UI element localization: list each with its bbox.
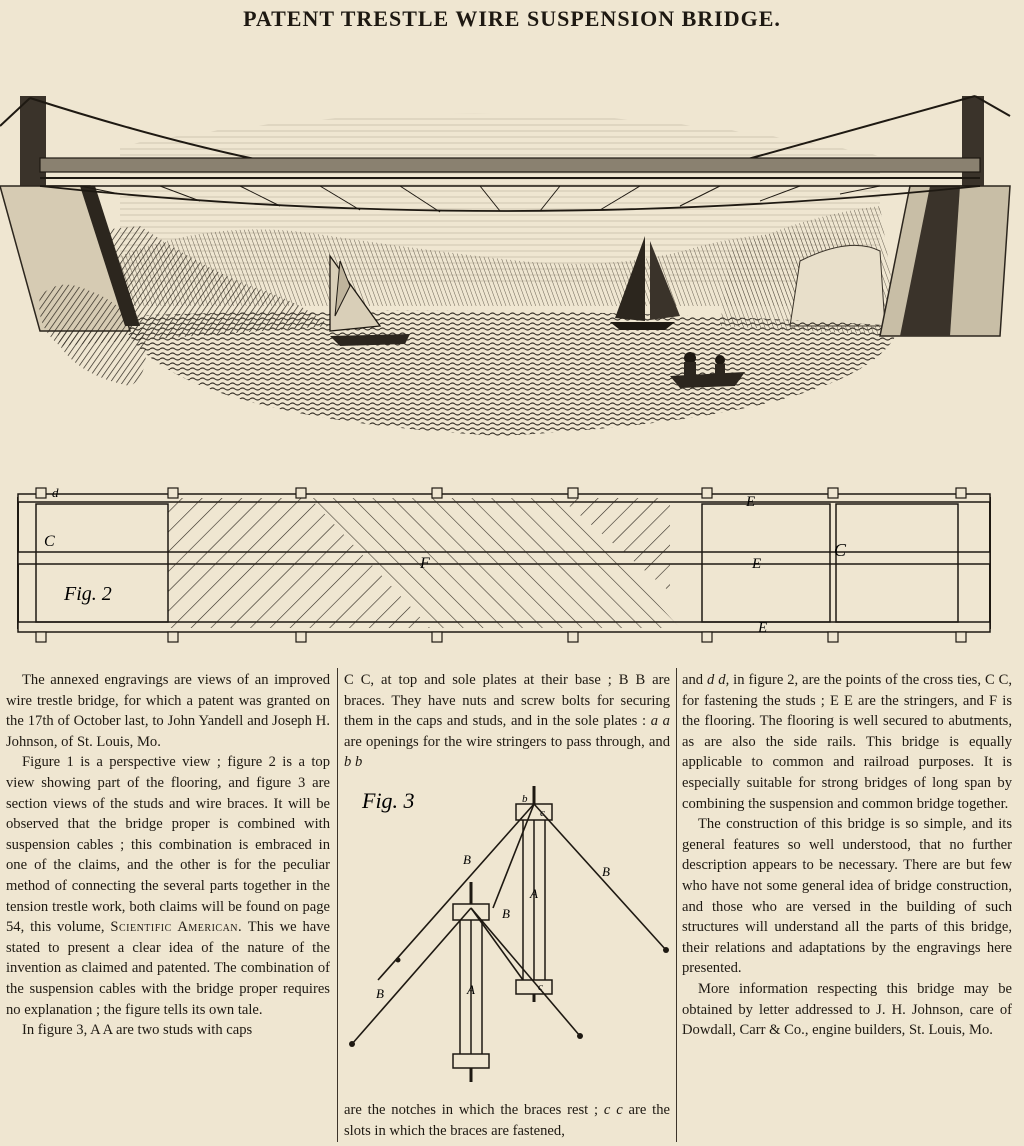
fig2-label-f: F — [420, 555, 430, 572]
fig2-label-e-mid: E — [752, 556, 762, 572]
column1-paragraph-1: The annexed engravings are views of an improved wire trestle bridge, for which a patent was granted on the 17th of October last, to John Yandell and Joseph H. Johnson, of St. Louis, Mo. — [6, 672, 330, 750]
fig2-label-c-right: C — [834, 540, 847, 560]
journal-name: Scientific American. — [110, 919, 243, 936]
column1-paragraph-2: Figure 1 is a perspective view ; figure 2 is a top view showing part of the flooring, and figure 3 are section views of the studs and wire braces. It will be observed that the bridge proper is combined with suspension cables ; this combination is embraced in one of the claims, and the other is for the peculiar method of connecting the several parts together in the tension trestle work, both claims will be found on page 54, this volume, Scientific American. This we have stated to present a clear idea of the nature of the invention as claimed and patented. The combination of the suspension cables with the bridge proper requires no explanation ; the figure tells its own tale. — [6, 754, 331, 1018]
article-column-3 — [682, 670, 1012, 1041]
fig2-label-c-left: C — [44, 533, 55, 550]
column-rule-right — [676, 668, 677, 1142]
fig3-label-b-3: B — [502, 906, 510, 921]
column3-paragraph-3: More information respecting this bridge may be obtained by letter addressed to J. H. Johnson, care of Dowdall, Carr & Co., engine builders, St. Louis, Mo. — [682, 980, 1012, 1039]
article-title: PATENT TRESTLE WIRE SUSPENSION BRIDGE. — [243, 6, 781, 31]
fig3-label-a-left: A — [467, 982, 475, 997]
fig3-label-b-4: B — [376, 986, 384, 1001]
fig2-label-e-top: E — [746, 494, 756, 510]
bridge-engraving-figure — [0, 86, 1024, 446]
fig2-caption: Fig. 2 — [64, 583, 112, 605]
fig2-label-d: d — [52, 485, 59, 500]
article-column-1 — [6, 670, 330, 1041]
column3-paragraph-2: The construction of this bridge is so simple, and its general features so well understood, that no further description appears to be necessary. There are but few who have not some general idea of bridge construction, and those who are versed in the building of such structures will understand all the parts of this bridge, their relations and adaptations by the engravings here presented. — [682, 816, 1012, 977]
fig3-label-b-1: B — [463, 852, 471, 867]
fig3-caption: Fig. 3 — [362, 788, 415, 813]
figure-2-top-view — [0, 482, 1024, 652]
fig3-label-b-2: B — [602, 864, 610, 879]
fig3-label-c-top: c — [540, 807, 545, 819]
figure-3-section-view — [340, 768, 670, 1098]
column2-continuation: are the notches in which the braces rest ; c c are the slots in which the braces are fastened, — [344, 1102, 670, 1139]
column-rule-left — [337, 668, 338, 1142]
column3-paragraph-1: and d d, in figure 2, are the points of the cross ties, C C, for fastening the studs ; E E are the stringers, and F is the flooring. The flooring is well secured to abutments, as are also the side rails. This bridge is equally applicable to common and railroad purposes. It is especially suitable for strong bridges of long span by combining the suspension and common bridge together. — [682, 672, 1013, 812]
column1-paragraph-3: In figure 3, A A are two studs with caps — [22, 1022, 253, 1039]
fig2-label-e-bottom: E — [758, 620, 768, 636]
fig3-label-b-notch: b — [522, 793, 528, 805]
column2-paragraph-1: C C, at top and sole plates at their base ; B B are braces. They have nuts and screw bolts for securing them in the caps and studs, and in the sole plates : a a are openings for the wire stringers to pass through, and b b — [344, 672, 670, 771]
fig3-label-c-bottom: c — [538, 981, 543, 993]
fig3-label-a-right: A — [530, 886, 538, 901]
